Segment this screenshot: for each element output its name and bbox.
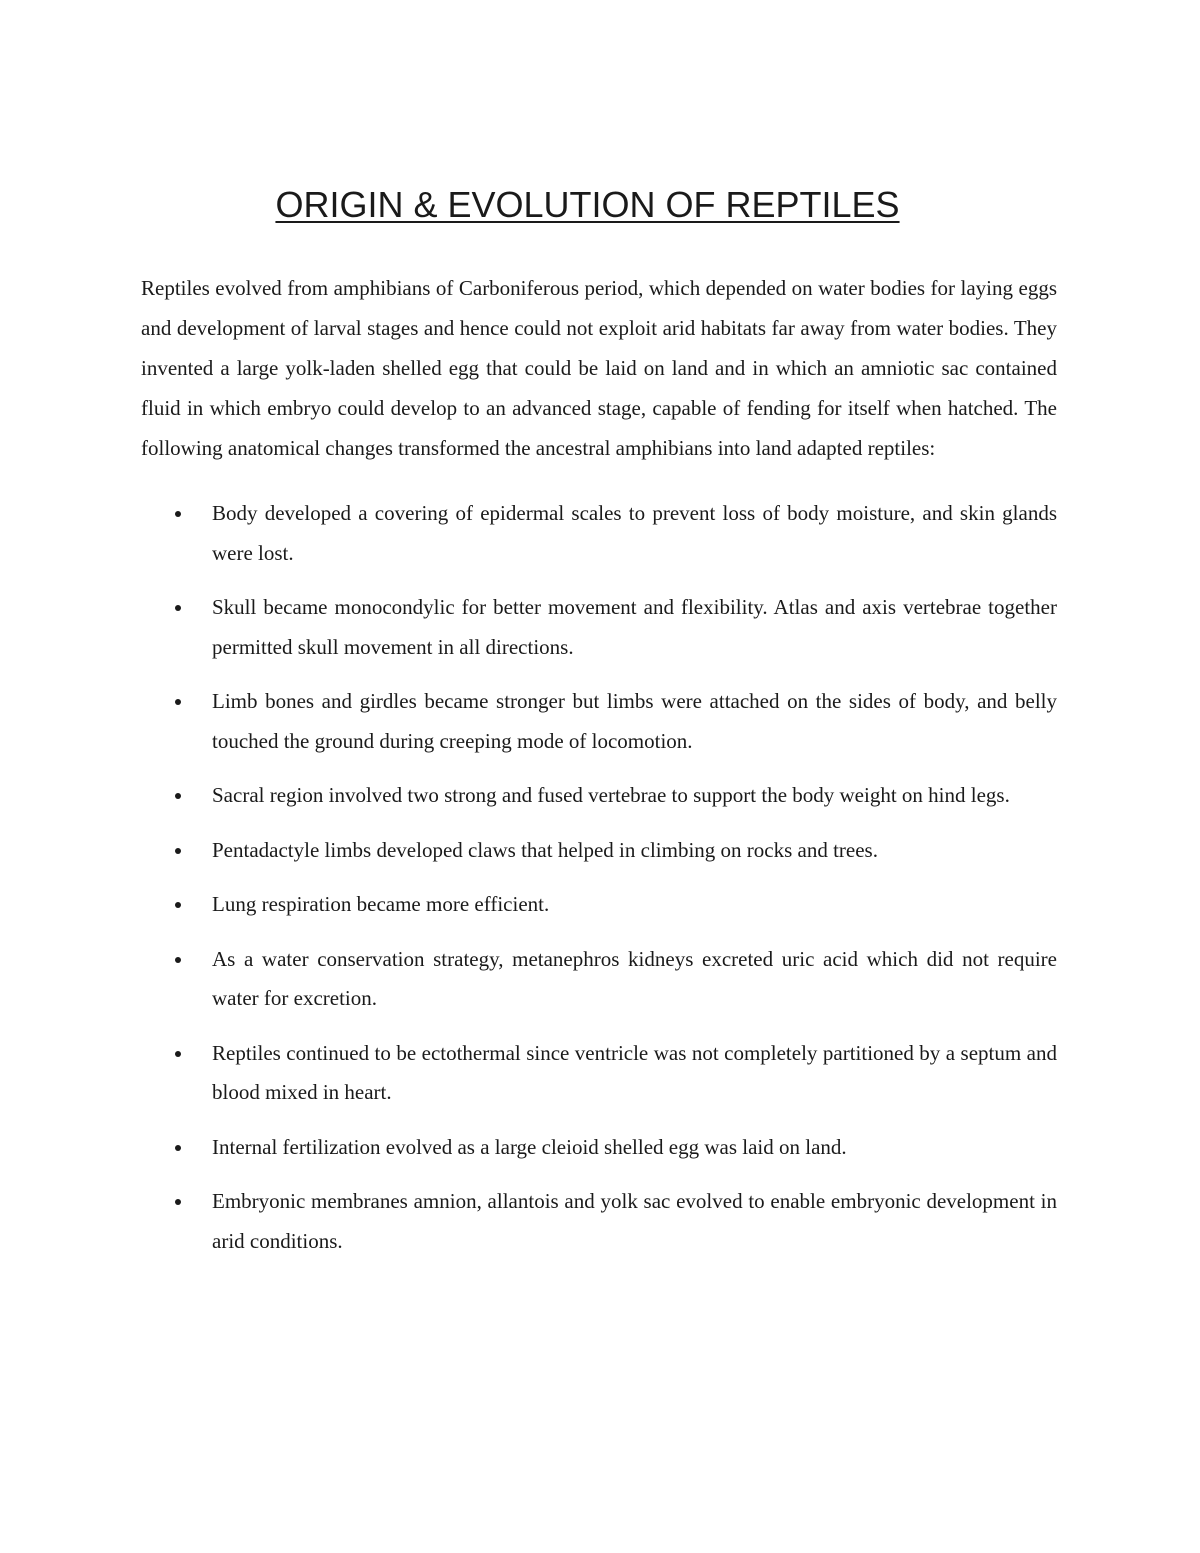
bullet-icon <box>175 957 181 963</box>
list-item-text: As a water conservation strategy, metanephros kidneys excreted uric acid which did not require water for excretion. <box>212 946 1057 1010</box>
bullet-icon <box>175 902 181 908</box>
bullet-icon <box>175 1051 181 1057</box>
list-item-text: Limb bones and girdles became stronger but limbs were attached on the sides of body, and belly touched the ground during creeping mode of locomotion. <box>212 689 1057 753</box>
list-item-text: Internal fertilization evolved as a large cleioid shelled egg was laid on land. <box>212 1134 847 1159</box>
list-item <box>141 1128 1057 1168</box>
bullet-list <box>141 494 1057 1261</box>
bullet-icon <box>175 793 181 799</box>
list-item <box>141 776 1057 816</box>
bullet-icon <box>175 848 181 854</box>
list-item <box>141 682 1057 761</box>
list-item <box>141 831 1057 871</box>
page-title: ORIGIN & EVOLUTION OF REPTILES <box>275 184 900 225</box>
list-item-text: Pentadactyle limbs developed claws that helped in climbing on rocks and trees. <box>212 837 878 862</box>
list-item-text: Embryonic membranes amnion, allantois and yolk sac evolved to enable embryonic development in arid conditions. <box>212 1189 1057 1253</box>
list-item-text: Lung respiration became more efficient. <box>212 892 550 916</box>
list-item <box>141 885 1057 925</box>
bullet-icon <box>175 1199 181 1205</box>
bullet-icon <box>175 605 181 611</box>
list-item-text: Skull became monocondylic for better movement and flexibility. Atlas and axis vertebrae together permitted skull movement in all directions. <box>212 595 1057 659</box>
list-item <box>141 588 1057 667</box>
list-item-text: Reptiles continued to be ectothermal since ventricle was not completely partitioned by a septum and blood mixed in heart. <box>212 1040 1057 1104</box>
list-item-text: Sacral region involved two strong and fused vertebrae to support the body weight on hind legs. <box>212 783 1010 807</box>
list-item <box>141 940 1057 1019</box>
bullet-icon <box>175 699 181 705</box>
bullet-icon <box>175 1145 181 1151</box>
list-item <box>141 1034 1057 1113</box>
bullet-icon <box>175 511 181 517</box>
intro-paragraph: Reptiles evolved from amphibians of Carboniferous period, which depended on water bodies for laying eggs and development of larval stages and hence could not exploit arid habitats far away from water bodies. They invented a large yolk-laden shelled egg that could be laid on land and in which an amniotic sac contained fluid in which embryo could develop to an advanced stage, capable of fending for itself when hatched. The following anatomical changes transformed the ancestral amphibians into land adapted reptiles: <box>141 276 1057 460</box>
list-item <box>141 1182 1057 1261</box>
document-body <box>141 268 1057 1276</box>
list-item-text: Body developed a covering of epidermal scales to prevent loss of body moisture, and skin glands were lost. <box>212 501 1057 565</box>
list-item <box>141 494 1057 573</box>
